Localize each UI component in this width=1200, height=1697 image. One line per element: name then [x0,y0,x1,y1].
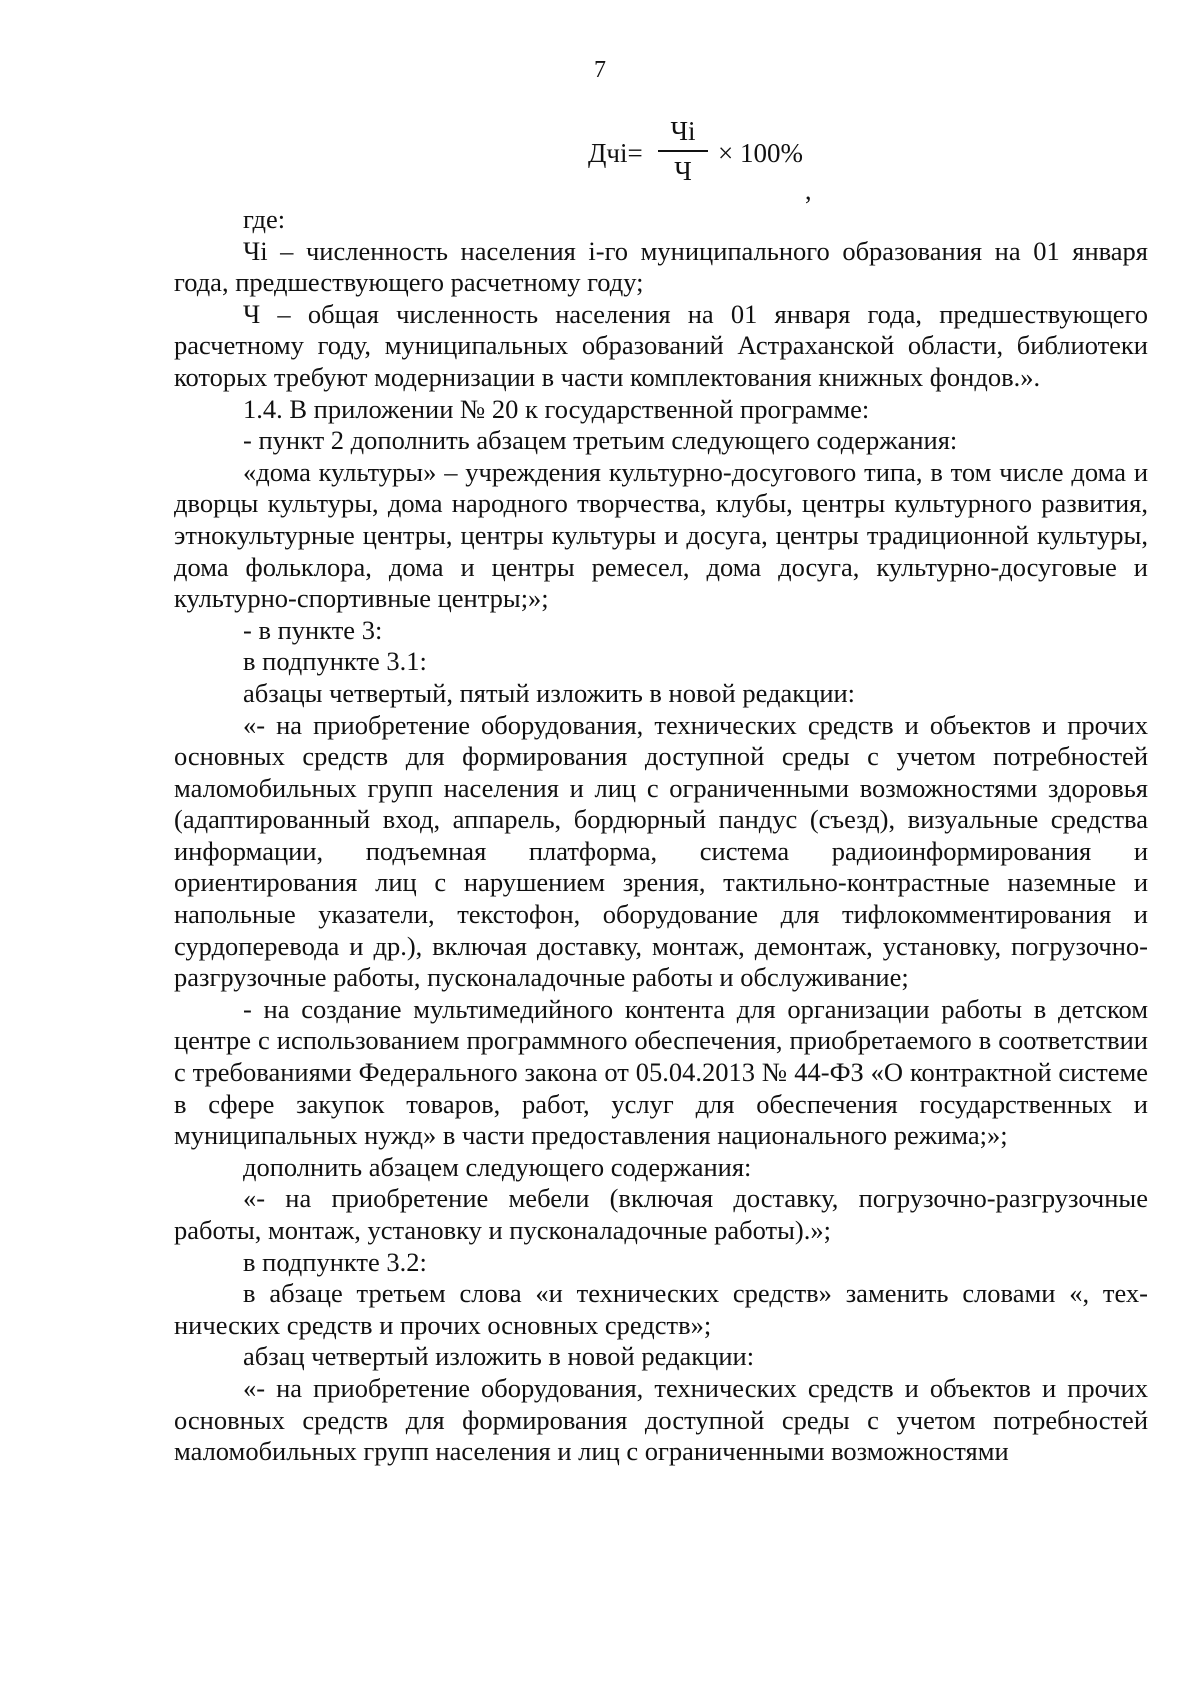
paragraph: Ч – общая численность населения на 01 января года, предшествующего расчетному году, муниципальных образований Астраханской области, библиотеки которых требуют модернизации в части комплектования книжных фондов.». [174,298,1148,392]
paragraph: Чі – численность населения і-го муниципального образования на 01 января года, предшествующего расчетному году; [174,235,1148,298]
paragraph: абзацы четвертый, пятый изложить в новой редакции: [243,677,856,708]
formula-rhs: × 100% [718,138,803,168]
paragraph: «дома культуры» – учреждения культурно-досугового типа, в том числе дома и дворцы культуры, дома народного творчества, клубы, центры культурного развития, этнокультурные центры, центры культуры и досуга, центры традиционной культуры, дома фольклора, дома и центры ремесел, дома досуга, культурно-досуговые и культурно-спортивные центры;»; [174,456,1148,614]
paragraph: «- на приобретение мебели (включая доставку, погрузочно-разгрузочные работы, монтаж, установку и пусконаладочные работы).»; [174,1183,1148,1245]
paragraph: 1.4. В приложении № 20 к государственной программе: [243,393,870,424]
paragraph: - в пункте 3: [243,614,383,645]
body-text [174,204,1148,1468]
paragraph: абзац четвертый изложить в новой редакции: [243,1341,755,1372]
paragraph: в подпункте 3.2: [243,1246,427,1277]
paragraph: дополнить абзацем следующего содержания: [243,1151,752,1182]
formula-lhs: Дчі= [588,138,643,168]
formula-denominator: Ч [674,156,692,186]
paragraph: в подпункте 3.1: [243,646,427,677]
paragraph: «- на приобретение оборудования, технических средств и объектов и прочих основных средств для формирования доступной среды с учетом потребностей маломобильных групп населения и лиц с ограниченными возможностями [174,1372,1148,1467]
paragraph: «- на приобретение оборудования, технических средств и объектов и прочих основных средств для формирования доступной среды с учетом потребностей маломобильных групп населения и лиц с ограниченными возможностями здоровья (адаптированный вход, аппарель, бордюрный пандус (съезд), визуальные средства информации, подъемная платформа, система радиоинформирования и ориентирования лиц с нарушением зрения, тактильно-контрастные наземные и напольные указатели, текстофон, оборудование для тифлокомментирования и сурдоперевода и др.), включая доставку, монтаж, демонтаж, установку, погрузочно-разгрузочные работы, пусконаладочные работы и обслуживание; [174,709,1148,993]
paragraph: - на создание мультимедийного контента для организации работы в детском центре с использованием программного обеспечения, приобретаемого в соответствии с требованиями Федерального закона от 05.04.2013 № 44-ФЗ «О контрактной системе в сфере закупок товаров, работ, услуг для обеспечения государственных и муниципальных нужд» в части предоставления национального режима;»; [174,993,1148,1151]
formula-comma: , [805,176,812,205]
formula-fraction [658,116,708,186]
paragraph: где: [243,204,286,234]
page-number: 7 [594,57,606,83]
formula-numerator: Чі [670,116,696,146]
paragraph: в абзаце третьем слова «и технических средств» заменить словами «, технических средств и прочих основных средств»; [174,1278,1148,1340]
paragraph: - пункт 2 дополнить абзацем третьим следующего содержания: [243,425,958,456]
